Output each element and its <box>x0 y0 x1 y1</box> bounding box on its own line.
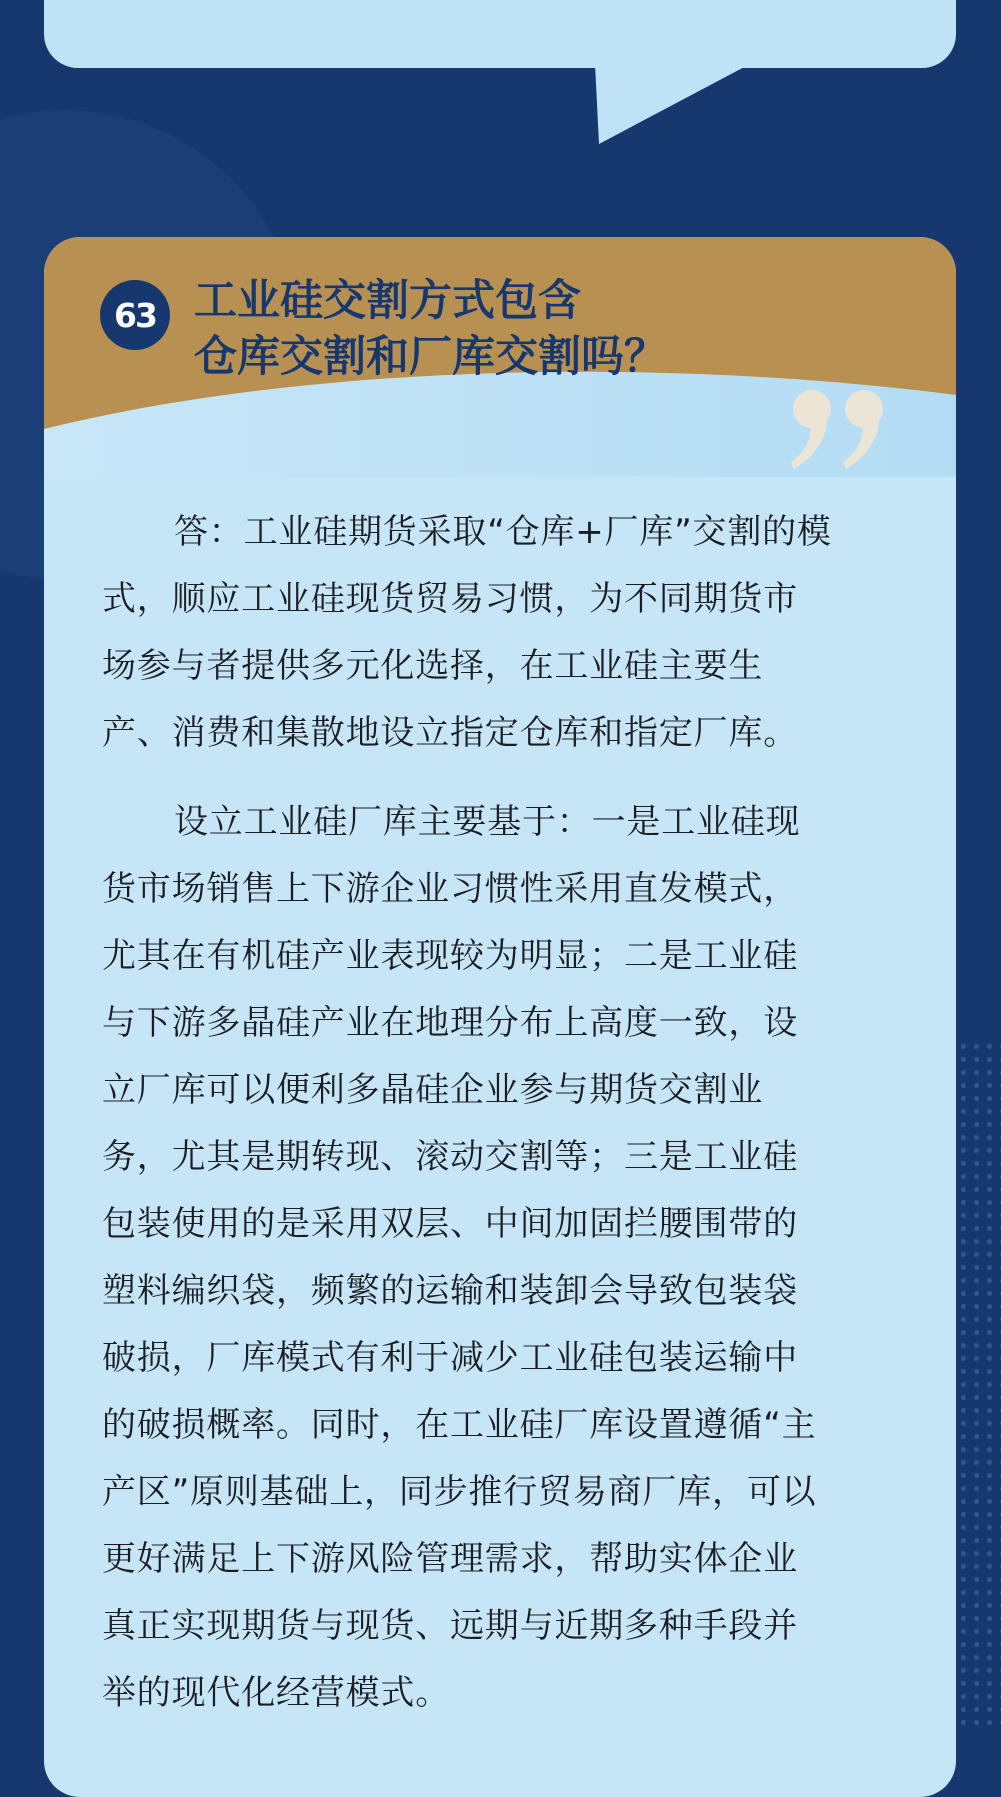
answer-paragraph-1 <box>102 499 902 767</box>
qa-card <box>44 237 956 1797</box>
answer-line: 更好满足上下游风险管理需求，帮助实体企业 <box>102 1539 798 1579</box>
question-title-line: 仓库交割和厂库交割吗？ <box>194 332 667 382</box>
question-title <box>194 273 667 385</box>
answer-line: 真正实现期货与现货、远期与近期多种手段并 <box>102 1606 798 1646</box>
answer-line: 塑料编织袋，频繁的运输和装卸会导致包装袋 <box>102 1271 798 1311</box>
answer-line: 货市场销售上下游企业习惯性采用直发模式， <box>102 869 798 909</box>
answer-line: 产区”原则基础上，同步推行贸易商厂库，可以 <box>102 1472 817 1512</box>
answer-line: 设立工业硅厂库主要基于：一是工业硅现 <box>174 802 801 842</box>
dot-pattern-decoration <box>957 1040 1001 1730</box>
answer-line: 场参与者提供多元化选择，在工业硅主要生 <box>102 646 764 686</box>
answer-line: 与下游多晶硅产业在地理分布上高度一致，设 <box>102 1003 798 1043</box>
question-number-badge: 63 <box>100 280 170 350</box>
answer-line: 破损，厂库模式有利于减少工业硅包装运输中 <box>102 1338 798 1378</box>
question-title-line: 工业硅交割方式包含 <box>194 276 581 326</box>
answer-line: 举的现代化经营模式。 <box>102 1673 450 1713</box>
answer-line: 包装使用的是采用双层、中间加固拦腰围带的 <box>102 1204 798 1244</box>
answer-line: 式，顺应工业硅现货贸易习惯，为不同期货市 <box>102 579 798 619</box>
answer-line: 尤其在有机硅产业表现较为明显；二是工业硅 <box>102 936 798 976</box>
answer-paragraph-2 <box>102 789 902 1727</box>
answer-line: 务，尤其是期转现、滚动交割等；三是工业硅 <box>102 1137 798 1177</box>
answer-line: 的破损概率。同时，在工业硅厂库设置遵循“主 <box>102 1405 817 1445</box>
answer-line: 立厂库可以便利多晶硅企业参与期货交割业 <box>102 1070 764 1110</box>
answer-line: 产、消费和集散地设立指定仓库和指定厂库。 <box>102 713 798 753</box>
speech-bubble <box>44 0 956 68</box>
closing-quote-icon <box>790 389 900 479</box>
answer-line: 答：工业硅期货采取“仓库+厂库”交割的模 <box>174 512 832 552</box>
answer-body <box>102 499 902 1749</box>
speech-bubble-tail <box>590 64 760 154</box>
